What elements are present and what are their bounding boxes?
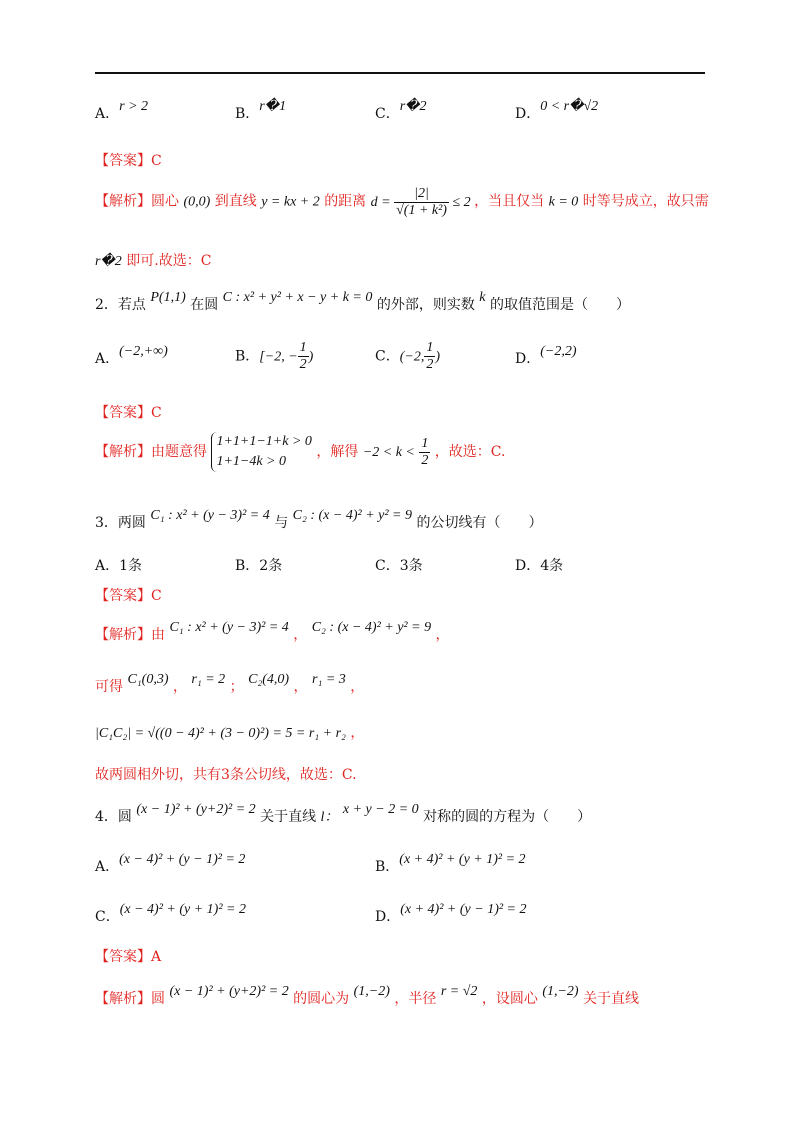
q4-option-a[interactable]: A．(x − 4)² + (y − 1)² = 2: [95, 852, 246, 875]
q2-stem: 2．若点 P(1,1) 在圆 C : x² + y² + x − y + k = 0 的外部，则实数 k 的取值范围是（ ）: [95, 290, 630, 313]
distance-fraction: $\frac{|2|}{\text{√(1 + k²)}}$: [396, 186, 447, 218]
q3-option-d[interactable]: D．4条: [515, 558, 564, 574]
q2-option-d[interactable]: D．(−2,2): [515, 344, 577, 367]
q3-analysis-line2: 可得 C₁(0,3) ， r₁ = 2 ； C₂(4,0) ， r₁ = 3 ，: [95, 672, 365, 695]
q2-option-c[interactable]: C．(−2, $\frac{1}{2}$ ): [375, 340, 440, 372]
q4-stem: 4．圆 (x − 1)² + (y+2)² = 2 关于直线 l： x + y − 2 = 0 对称的圆的方程为（ ）: [95, 802, 592, 825]
q3-analysis-line3: |C₁C₂| = √((0 − 4)² + (3 − 0)²) = 5 = r₁ + r₂ ，: [95, 725, 365, 741]
q1-analysis-line1: 【解析】圆心 (0,0) 到直线 y = kx + 2 的距离 d = $\frac{|2|}{\text{√(1 + k²)}}$ ≤ 2 ，当且仅当 k = 0 时等号成立，故只需: [95, 186, 709, 218]
q1-option-c[interactable]: C．r�2: [375, 99, 427, 122]
header-rule: [95, 72, 705, 74]
q2-answer: 【答案】C: [95, 405, 162, 421]
q1-answer: 【答案】C: [95, 153, 162, 169]
q2-analysis: 【解析】由题意得 1+1+1−1+k > 0 1+1−4k > 0 ，解得 −2 < k < $\frac{1}{2}$ ，故选：C.: [95, 432, 505, 472]
q3-answer: 【答案】C: [95, 588, 162, 604]
q3-analysis-line4: 故两圆相外切，共有3条公切线，故选：C.: [95, 767, 357, 783]
q4-option-d[interactable]: D．(x + 4)² + (y − 1)² = 2: [375, 902, 527, 925]
q1-option-a[interactable]: A．r > 2: [95, 99, 149, 122]
q1-analysis-line2: r�2 即可.故选：C: [95, 253, 212, 269]
q3-option-c[interactable]: C．3条: [375, 558, 423, 574]
q2-option-b[interactable]: B．[−2, − $\frac{1}{2}$ ): [235, 340, 314, 372]
q1-option-d[interactable]: D．0 < r�√2: [515, 99, 599, 122]
q3-stem: 3．两圆 C₁ : x² + (y − 3)² = 4 与 C₂ : (x − 4)² + y² = 9 的公切线有（ ）: [95, 508, 543, 531]
q4-option-c[interactable]: C．(x − 4)² + (y + 1)² = 2: [95, 902, 246, 925]
q2-option-a[interactable]: A．(−2,+∞): [95, 344, 168, 367]
q4-option-b[interactable]: B．(x + 4)² + (y + 1)² = 2: [375, 852, 526, 875]
q4-answer: 【答案】A: [95, 949, 162, 965]
q3-option-a[interactable]: A．1条: [95, 558, 143, 574]
q1-option-b[interactable]: B．r�1: [235, 99, 287, 122]
q3-analysis-line1: 【解析】由 C₁ : x² + (y − 3)² = 4 ， C₂ : (x − 4)² + y² = 9 ，: [95, 620, 450, 643]
q4-analysis: 【解析】圆 (x − 1)² + (y+2)² = 2 的圆心为 (1,−2) ，半径 r = √2 ，设圆心 (1,−2) 关于直线: [95, 984, 640, 1007]
q3-option-b[interactable]: B．2条: [235, 558, 283, 574]
inequality-system: 1+1+1−1+k > 0 1+1−4k > 0: [211, 432, 311, 472]
